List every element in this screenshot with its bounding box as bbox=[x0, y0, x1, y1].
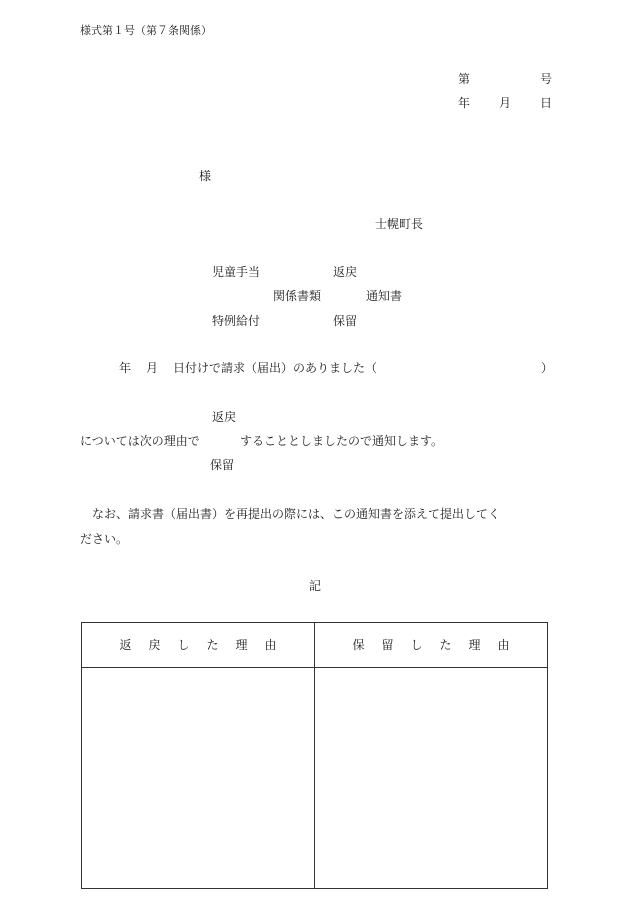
return-reason-cell bbox=[82, 668, 315, 889]
reason-option2: 保留 bbox=[210, 458, 235, 472]
reason-option1: 返戻 bbox=[212, 410, 237, 424]
request-text: 日付けで請求（届出）のありました（ bbox=[173, 361, 378, 375]
issuer: 士幌町長 bbox=[375, 217, 424, 231]
note-line2: ださい。 bbox=[80, 532, 129, 546]
date-day: 日 bbox=[540, 96, 553, 110]
request-month: 月 bbox=[146, 361, 159, 375]
subject-action2: 保留 bbox=[333, 314, 358, 328]
reasons-table bbox=[81, 622, 548, 889]
form-id: 様式第１号（第７条関係） bbox=[80, 24, 212, 37]
table-row bbox=[82, 668, 548, 889]
date-month: 月 bbox=[499, 96, 512, 110]
header-return-reason: 返戻した理由 bbox=[82, 623, 315, 668]
subject-middle: 関係書類 bbox=[273, 289, 322, 303]
subject-doc-type: 通知書 bbox=[366, 289, 403, 303]
subject-item1: 児童手当 bbox=[212, 265, 261, 279]
addressee-suffix: 様 bbox=[199, 169, 212, 183]
reason-text-before: については次の理由で bbox=[80, 434, 200, 448]
header-hold-reason: 保留した理由 bbox=[315, 623, 548, 668]
date-year: 年 bbox=[458, 96, 471, 110]
number-dai: 第 bbox=[458, 72, 471, 86]
subject-item2: 特例給付 bbox=[212, 314, 261, 328]
note-line1: なお、請求書（届出書）を再提出の際には、この通知書を添えて提出してく bbox=[92, 507, 501, 521]
reason-text-after: することとしましたので通知します。 bbox=[240, 434, 444, 448]
subject-action1: 返戻 bbox=[333, 265, 358, 279]
hold-reason-cell bbox=[315, 668, 548, 889]
table-header-row bbox=[82, 623, 548, 668]
request-close: ） bbox=[541, 361, 554, 375]
number-go: 号 bbox=[540, 72, 553, 86]
request-year: 年 bbox=[119, 361, 132, 375]
ki-label: 記 bbox=[309, 579, 322, 593]
